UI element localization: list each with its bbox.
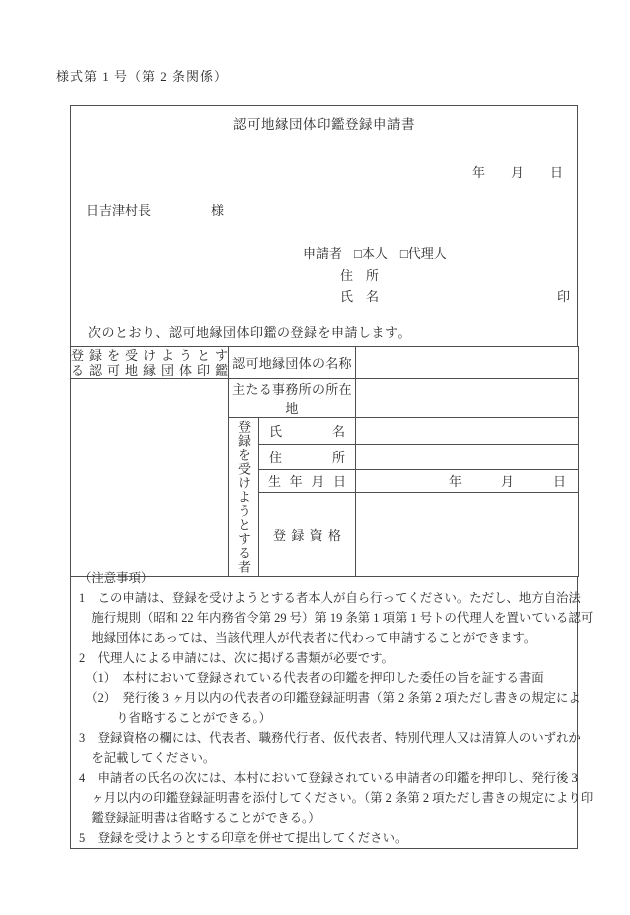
note-line: 3 登録資格の欄には、代表者、職務代行者、仮代表者、特別代理人又は清算人のいずれか [79,731,581,745]
registrant-name-label-cell: 氏名 [259,418,356,445]
registration-table [70,346,579,577]
note-line: 地縁団体にあっては、当該代理人が代表者に代わって申請することができます。 [79,631,537,645]
birthdate-label-cell: 生年月日 [259,469,356,493]
document-border-box [70,105,594,849]
applicant-label: 申請者 [303,246,343,261]
checkbox-agent: □代理人 [399,246,447,261]
qualification-value-cell [356,493,579,577]
seal-impression-header-cell [71,347,229,379]
registrant-name-value-cell [356,418,579,445]
note-line: を記載してください。 [79,751,216,765]
addressee-honorific: 様 [211,203,225,218]
notes-heading: （注意事項） [79,571,154,585]
seal-impression-area-cell [71,379,229,577]
note-line: 1 この申請は、登録を受けようとする者本人が自ら行ってください。ただし、地方自治法 [79,591,581,605]
office-address-value-cell [356,379,579,418]
seal-placeholder-label: 印 [557,289,571,304]
note-line: 4 申請者の氏名の次には、本村において登録されている申請者の印鑑を押印し、発行後 3 [79,771,578,785]
registrant-address-value-cell [356,444,579,469]
form-number-label: 様式第 1 号（第 2 条関係） [56,69,229,84]
note-line: り省略することができる。） [79,711,272,725]
office-address-label-cell: 主たる事務所の所在地 [229,379,356,418]
note-line: （1） 本村において登録されている代表者の印鑑を押印した委任の旨を証する書面 [79,671,544,685]
date-field: 年 月 日 [471,165,563,180]
birthdate-value-cell: 年 月 日 [356,469,579,493]
applicant-type-line [303,243,447,262]
note-line: 2 代理人による申請には、次に掲げる書類が必要です。 [79,651,394,665]
org-name-value-cell [356,347,579,379]
notes-section [79,568,594,848]
applicant-name-label: 氏 名 [340,289,380,304]
intro-sentence: 次のとおり、認可地縁団体印鑑の登録を申請します。 [88,325,411,340]
note-line: 鑑登録証明書は省略することができる。） [79,811,321,825]
checkbox-self: □本人 [354,246,388,261]
registrant-vertical-label-cell: 登録を受けようとする者 [229,418,259,577]
seal-header-line2: る認可地縁団体印鑑 [71,362,228,378]
addressee-line [86,200,224,219]
registrant-address-label-cell: 住所 [259,444,356,469]
note-line: 5 登録を受けようとする印章を併せて提出してください。 [79,831,408,845]
qualification-label-cell: 登録資格 [259,493,356,577]
addressee-name: 日吉津村長 [86,203,152,218]
note-line: 施行規則（昭和 22 年内務省令第 29 号）第 19 条第 1 項第 1 号トの代理人を置いている認可 [79,611,594,625]
note-line: ヶ月以内の印鑑登録証明書を添付してください。（第 2 条第 2 項ただし書きの規定により印 [79,791,594,805]
applicant-address-label: 住 所 [340,268,380,283]
org-name-label-cell: 認可地縁団体の名称 [229,347,356,379]
note-line: （2） 発行後 3 ヶ月以内の代表者の印鑑登録証明書（第 2 条第 2 項ただし書きの規定によ [79,691,581,705]
seal-header-line1: 登録を受けようとす [71,347,228,363]
document-title: 認可地縁団体印鑑登録申請書 [233,117,415,132]
